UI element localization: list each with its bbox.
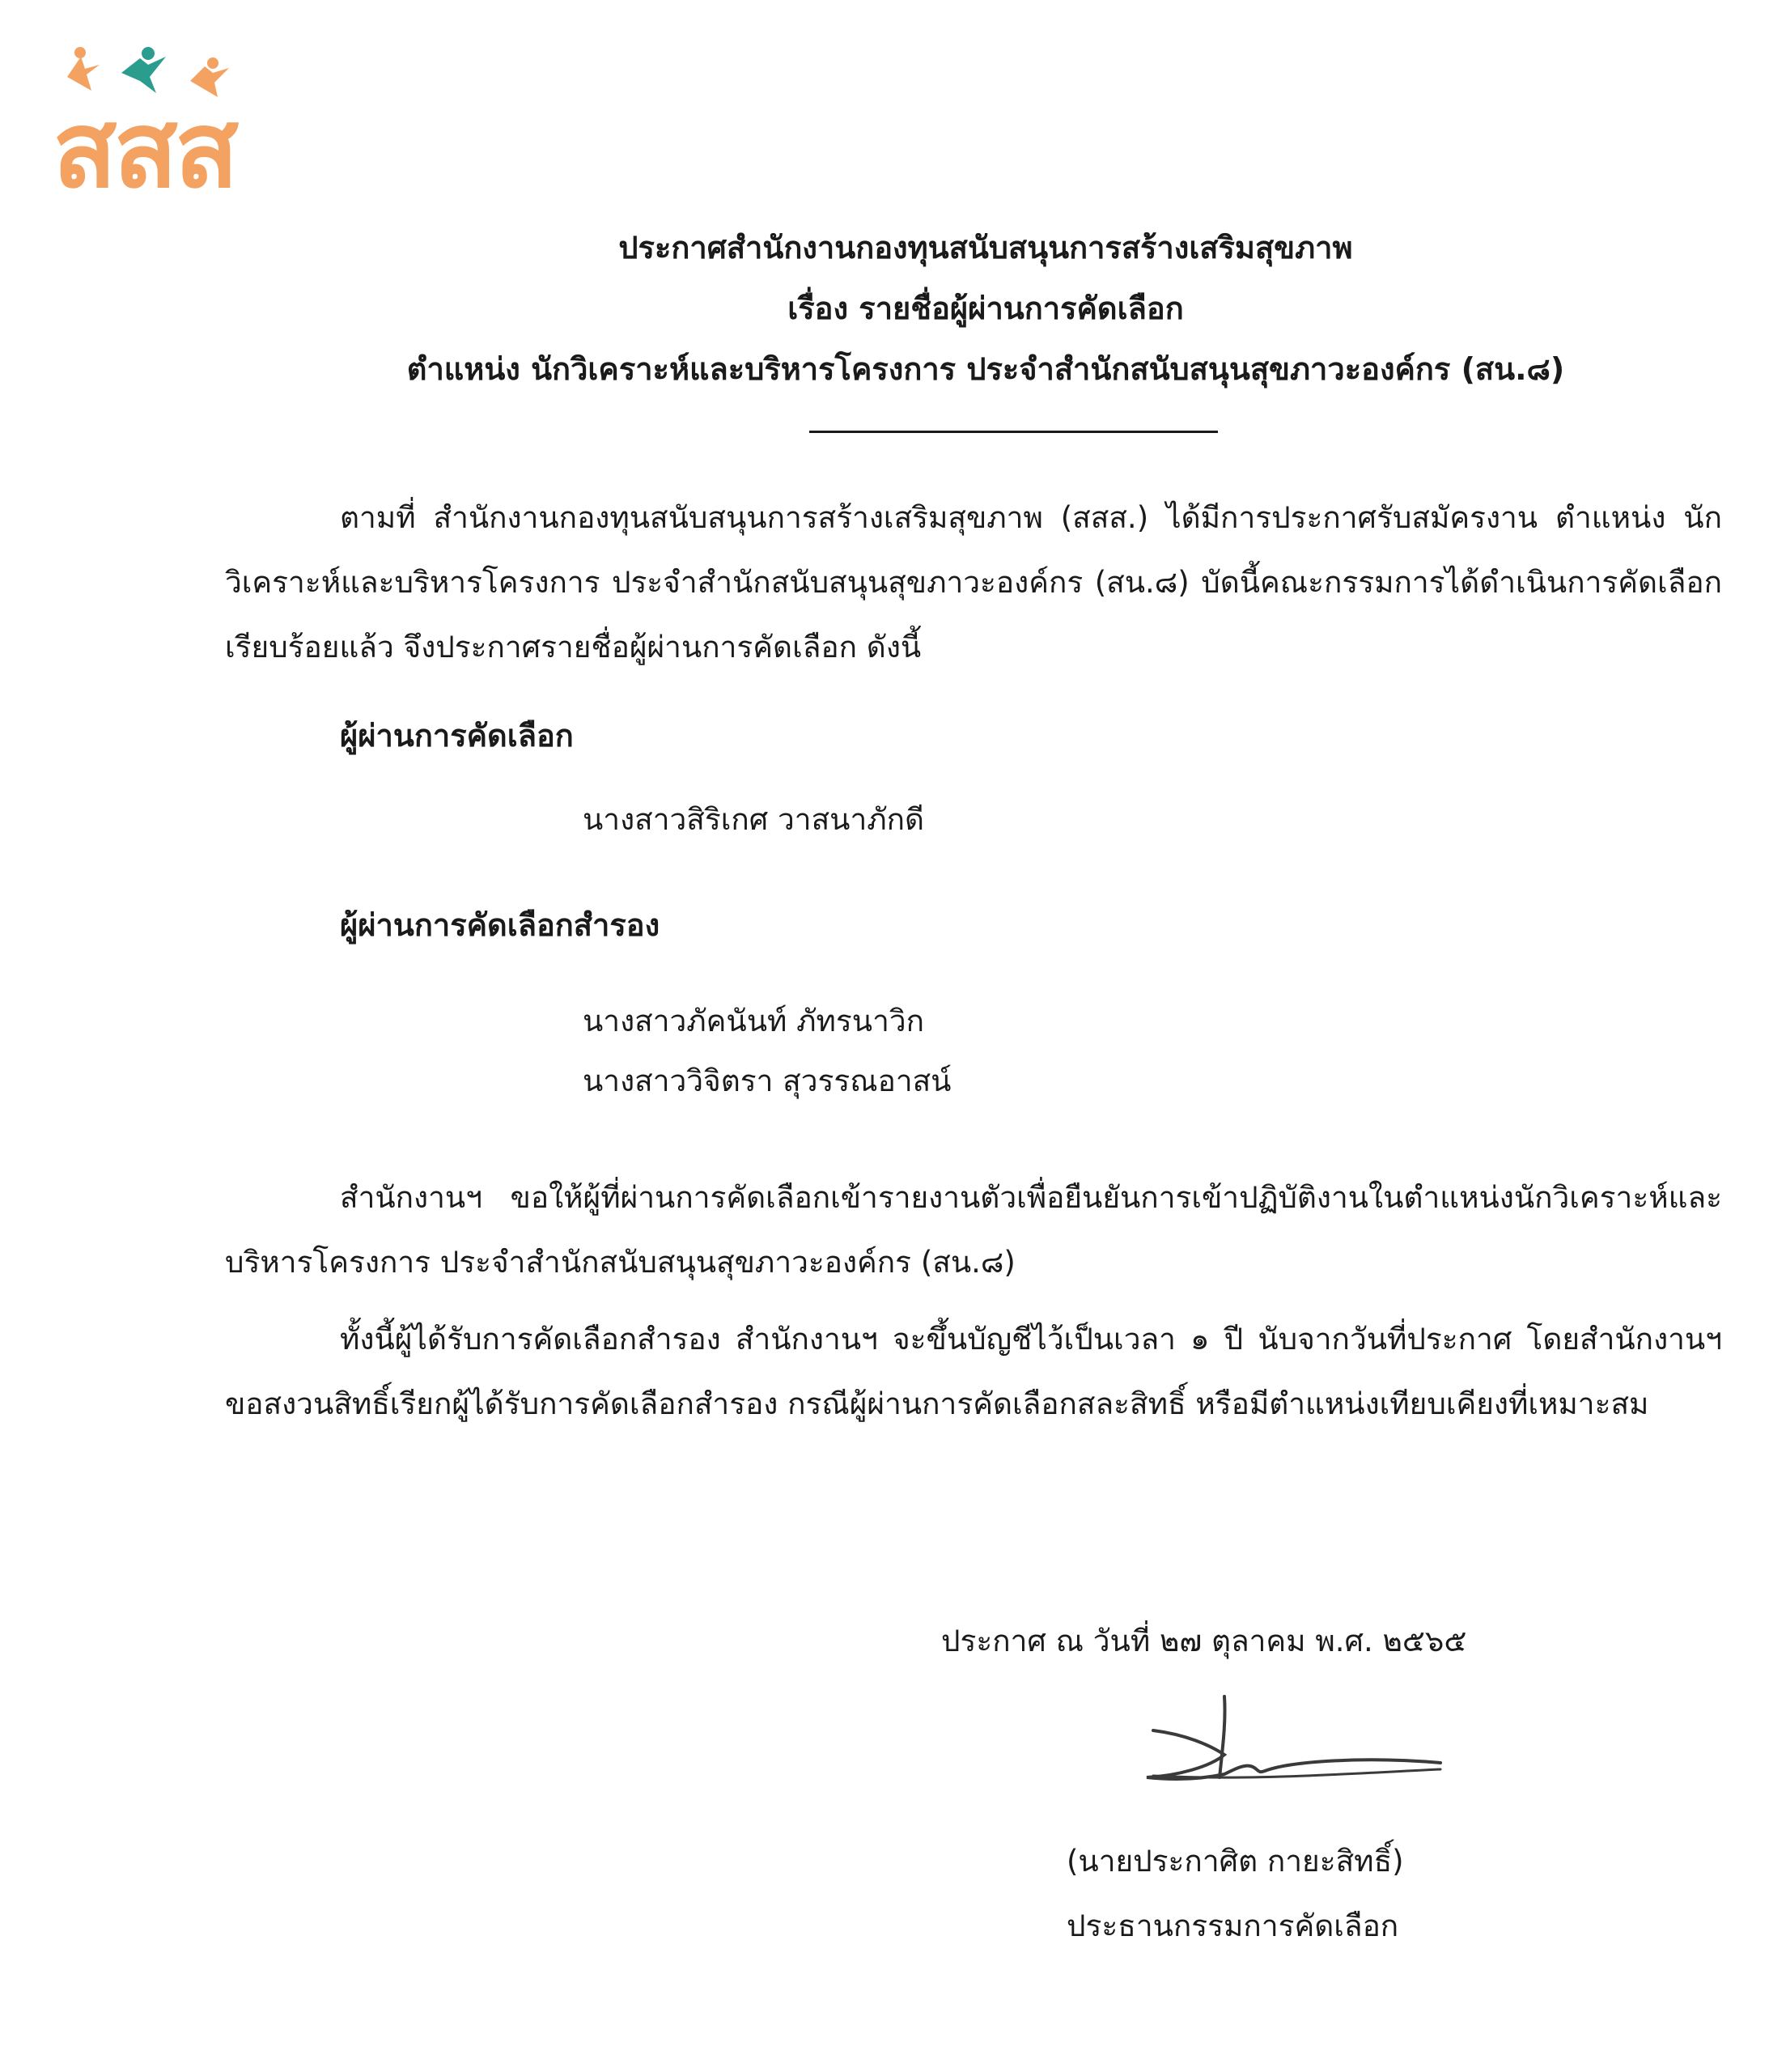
reserve-list-paragraph — [225, 1307, 1722, 1437]
report-text: สำนักงานฯ ขอให้ผู้ที่ผ่านการคัดเลือกเข้ารายงานตัวเพื่อยืนยันการเข้าปฏิบัติงานในตำแหน่งนักวิเคราะห์และบริหารโครงการ ประจำสำนักสนับสนุนสุขภาวะองค์กร (สน.๘) — [225, 1180, 1722, 1280]
reserve-name: นางสาวภัคนันท์ ภัทรนาวิก — [583, 1004, 925, 1038]
intro-text: ตามที่ สำนักงานกองทุนสนับสนุนการสร้างเสริมสุขภาพ (สสส.) ได้มีการประกาศรับสมัครงาน ตำแหน่ง นักวิเคราะห์และบริหารโครงการ ประจำสำนักสนับสนุนสุขภาวะองค์กร (สน.๘) บัดนี้คณะกรรมการได้ดำเนินการคัดเลือกเรียบร้อยแล้ว จึงประกาศรายชื่อผู้ผ่านการคัดเลือก ดังนี้ — [225, 500, 1722, 664]
figures-icon — [67, 47, 229, 97]
announcement-title: ประกาศสำนักงานกองทุนสนับสนุนการสร้างเสริมสุขภาพ — [618, 230, 1353, 265]
reserve-name: นางสาววิจิตรา สุวรรณอาสน์ — [583, 1064, 952, 1098]
intro-paragraph — [225, 486, 1722, 680]
signature-icon — [1129, 1690, 1453, 1795]
logo-wordmark: สสส — [53, 91, 236, 198]
announcement-position: ตำแหน่ง นักวิเคราะห์และบริหารโครงการ ประจำสำนักสนับสนุนสุขภาวะองค์กร (สน.๘) — [406, 351, 1565, 387]
announcement-subject: เรื่อง รายชื่อผู้ผ่านการคัดเลือก — [787, 291, 1184, 326]
announcement-date: ประกาศ ณ วันที่ ๒๗ ตุลาคม พ.ศ. ๒๕๖๕ — [941, 1624, 1467, 1658]
signer-name: (นายประกาศิต กายะสิทธิ์) — [1067, 1844, 1404, 1879]
signer-title: ประธานกรรมการคัดเลือก — [1067, 1909, 1399, 1943]
reserve-heading: ผู้ผ่านการคัดเลือกสำรอง — [340, 907, 660, 943]
selected-heading: ผู้ผ่านการคัดเลือก — [340, 718, 574, 754]
thaihealth-logo — [45, 32, 312, 198]
reserve-list-text: ทั้งนี้ผู้ได้รับการคัดเลือกสำรอง สำนักงานฯ จะขึ้นบัญชีไว้เป็นเวลา ๑ ปี นับจากวันที่ประกาศ โดยสำนักงานฯ ขอสงวนสิทธิ์เรียกผู้ได้รับการคัดเลือกสำรอง กรณีผู้ผ่านการคัดเลือกสละสิทธิ์ หรือมีตำแหน่งเทียบเคียงที่เหมาะสม — [225, 1322, 1722, 1421]
selected-name: นางสาวสิริเกศ วาสนาภักดี — [583, 802, 925, 837]
report-paragraph — [225, 1166, 1722, 1295]
header-divider — [809, 431, 1218, 433]
